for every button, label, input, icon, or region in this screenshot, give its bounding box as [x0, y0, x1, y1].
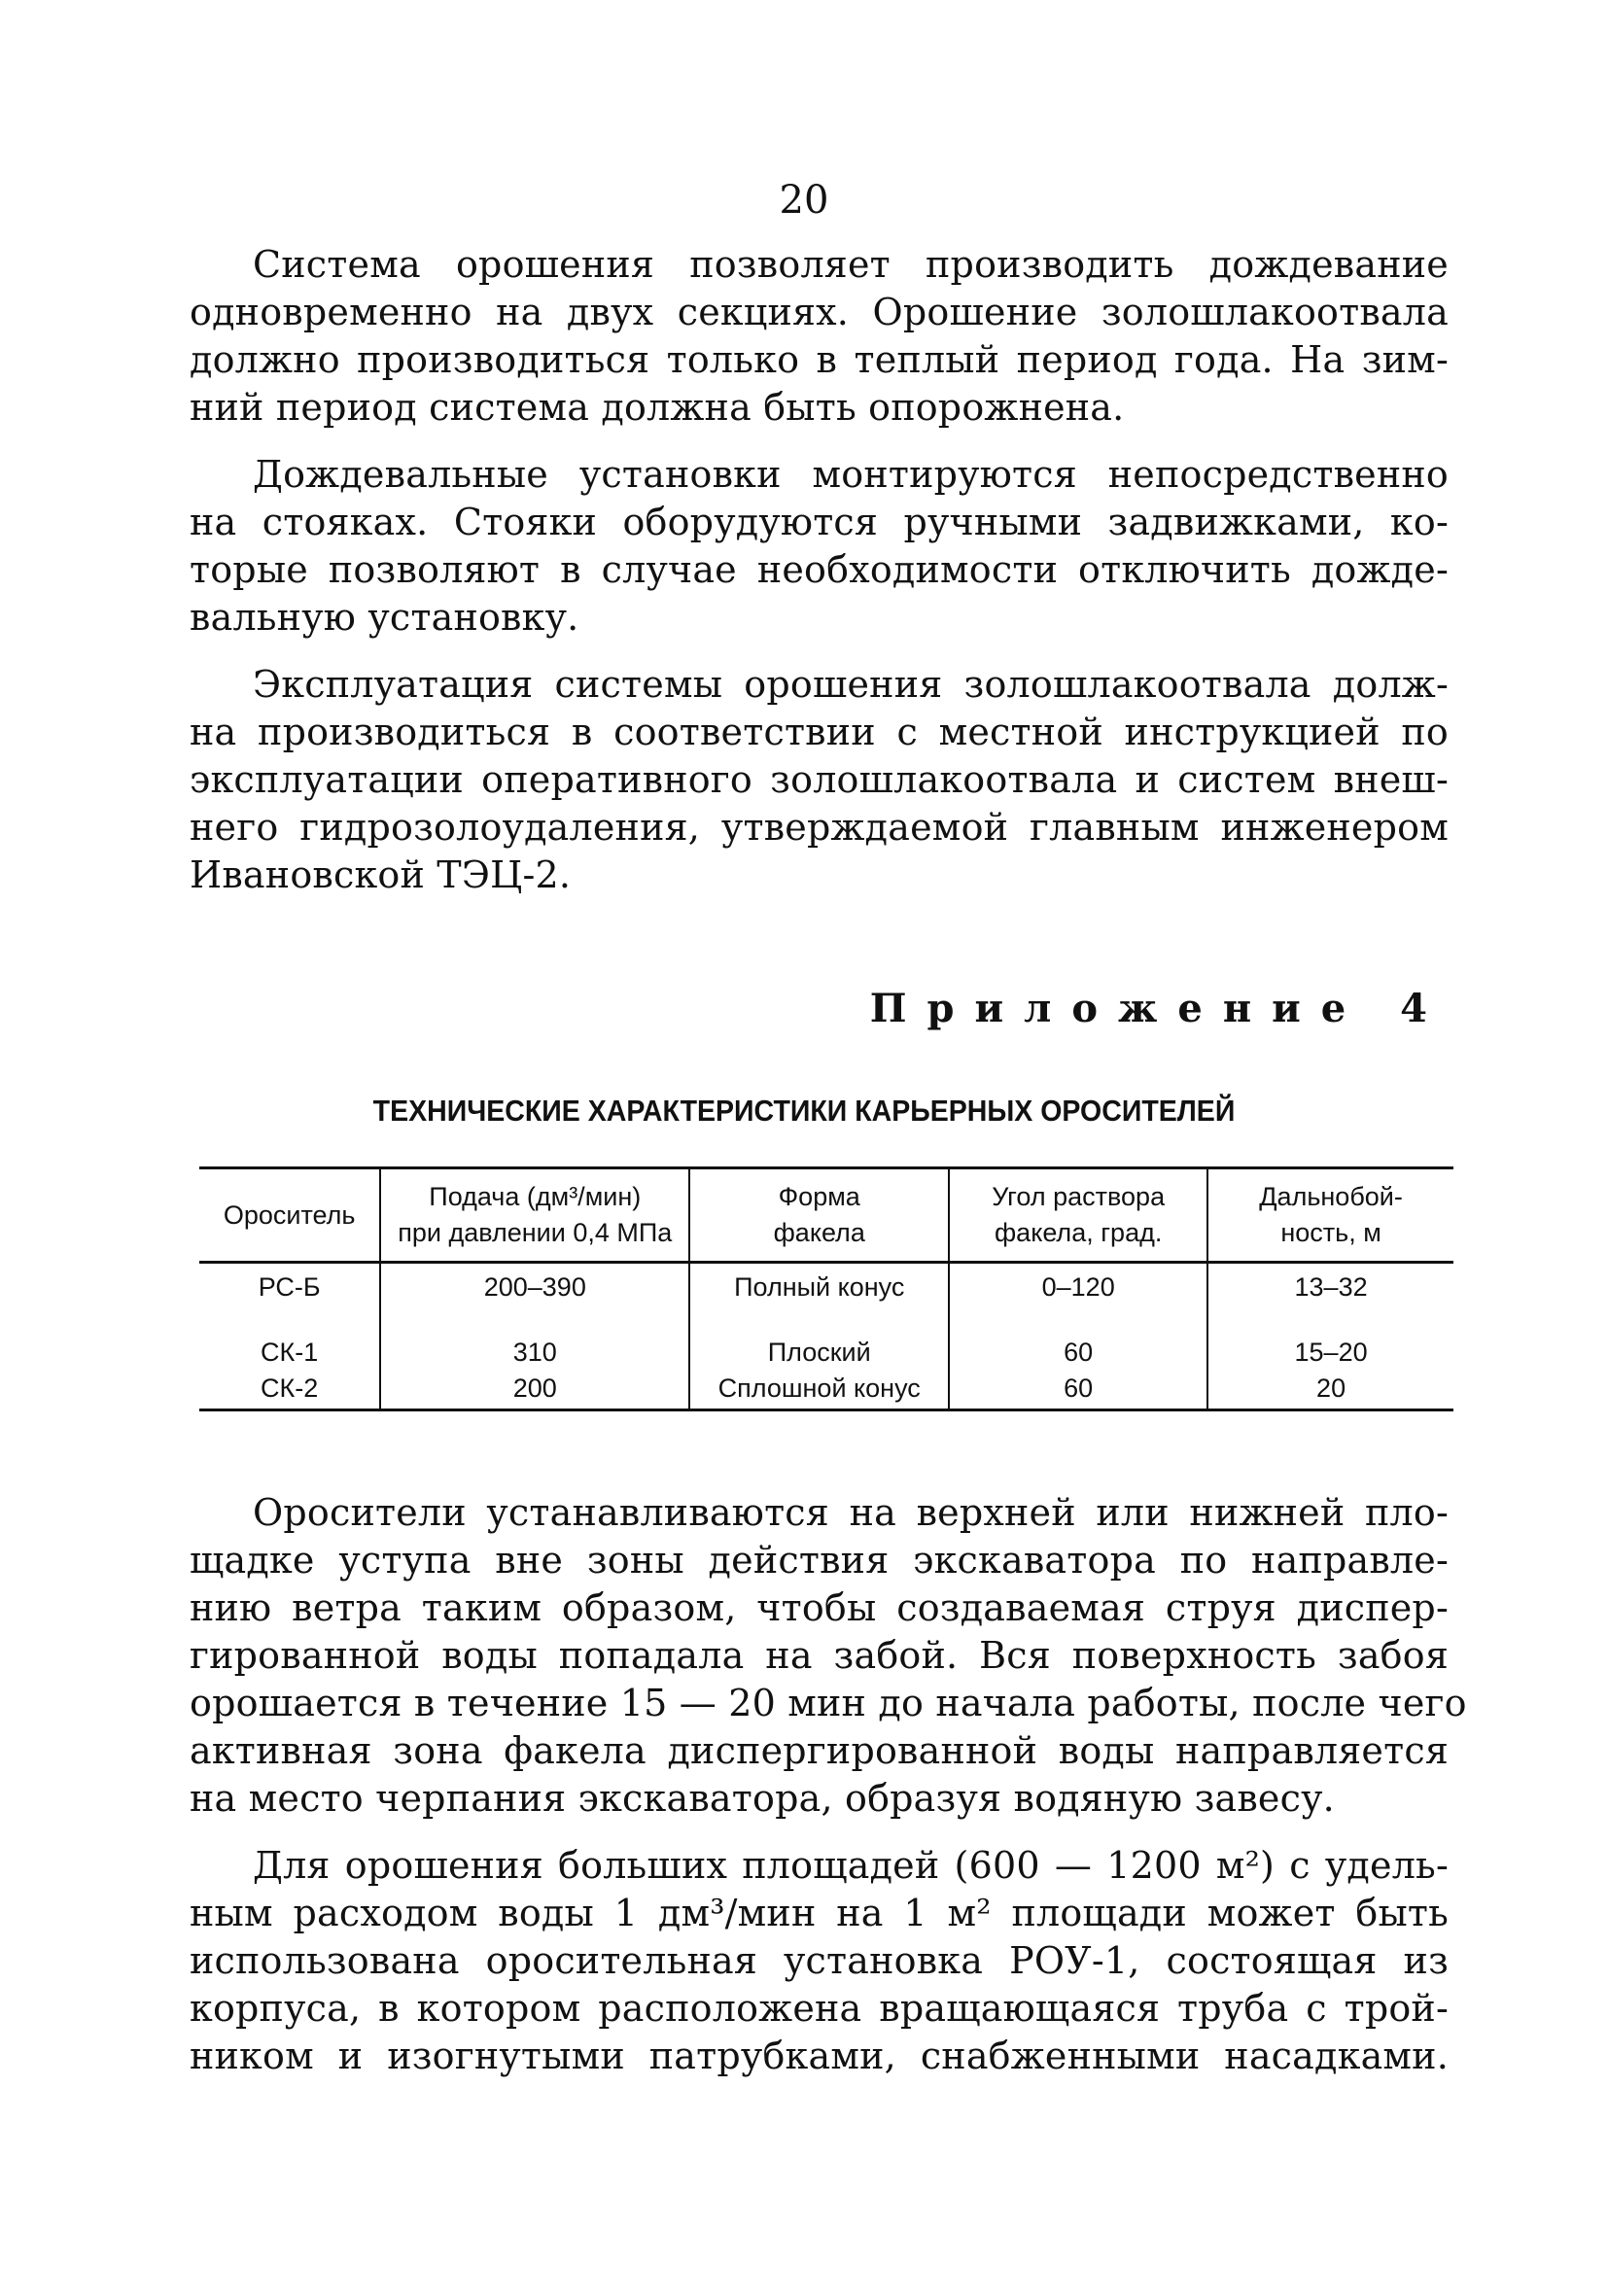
header-sprinkler: [199, 1168, 380, 1263]
table-spacer-row: [199, 1305, 1453, 1335]
text-line: на производиться в соответствии с местной инструкцией по: [190, 711, 1449, 753]
table-cell: 200: [380, 1371, 689, 1410]
header-text: Подача (дм³/мин): [429, 1182, 642, 1211]
paragraph: [190, 1489, 1467, 1823]
table-cell-empty: [689, 1305, 949, 1335]
text-line: Эксплуатация системы орошения золошлакоотвала долж-: [253, 663, 1449, 706]
text-line: ний период система должна быть опорожнена.: [190, 386, 1125, 429]
bottom-text-block: [190, 1489, 1467, 2100]
table-cell: 60: [949, 1371, 1207, 1410]
text-line: нию ветра таким образом, чтобы создаваемая струя диспер-: [190, 1586, 1449, 1629]
text-line: торые позволяют в случае необходимости отключить дожде-: [190, 548, 1449, 591]
text-line: щадке уступа вне зоны действия экскаватора по направле-: [190, 1539, 1449, 1582]
text-line: гированной воды попадала на забой. Вся поверхность забоя: [190, 1634, 1449, 1677]
table-cell: 20: [1207, 1371, 1453, 1410]
paragraph: [190, 661, 1449, 899]
text-line: одновременно на двух секциях. Орошение золошлакоотвала: [190, 291, 1449, 333]
appendix-label: Приложение 4: [869, 986, 1448, 1031]
text-line: должно производиться только в теплый период года. На зим-: [190, 338, 1449, 381]
header-text: Дальнобой-: [1259, 1182, 1403, 1211]
page-number: 20: [779, 178, 829, 223]
table-row: [199, 1263, 1453, 1306]
text-line: вальную установку.: [190, 596, 579, 639]
table-cell-empty: [1207, 1305, 1453, 1335]
table-cell: Сплошной конус: [689, 1371, 949, 1410]
text-line: ным расходом воды 1 дм³/мин на 1 м² площади может быть: [190, 1892, 1449, 1934]
header-range: [1207, 1168, 1453, 1263]
text-line: на место черпания экскаватора, образуя водяную завесу.: [190, 1777, 1335, 1820]
paragraph: [190, 1842, 1449, 2080]
table-cell: СК-2: [199, 1371, 380, 1410]
header-text: Форма: [778, 1182, 860, 1211]
table-cell: 13–32: [1207, 1263, 1453, 1306]
header-text: факела: [773, 1218, 865, 1247]
header-text: ность, м: [1280, 1218, 1381, 1247]
text-line: Для орошения больших площадей (600 — 1200 м²) с удель-: [253, 1844, 1449, 1887]
text-line: Система орошения позволяет производить дождевание: [253, 243, 1449, 286]
table-cell: 0–120: [949, 1263, 1207, 1306]
paragraph: [190, 241, 1449, 432]
text-line: использована оросительная установка РОУ-1, состоящая из: [190, 1939, 1449, 1982]
text-line: Оросители устанавливаются на верхней или нижней пло-: [253, 1491, 1449, 1534]
header-spray-angle: [949, 1168, 1207, 1263]
sprinkler-specs-table: [199, 1166, 1453, 1411]
text-line: Дождевальные установки монтируются непосредственно: [253, 453, 1449, 496]
text-line: на стояках. Стояки оборудуются ручными задвижками, ко-: [190, 501, 1449, 543]
table-cell: Полный конус: [689, 1263, 949, 1306]
header-flow: [380, 1168, 689, 1263]
header-text: факела, град.: [994, 1218, 1163, 1247]
table-cell: РС-Б: [258, 1272, 321, 1302]
table-cell: Плоский: [689, 1335, 949, 1371]
table-cell: 310: [380, 1335, 689, 1371]
table-cell: 15–20: [1207, 1335, 1453, 1371]
top-text-block: [190, 241, 1449, 919]
text-line: активная зона факела диспергированной воды направляется: [190, 1729, 1449, 1772]
header-text: Угол раствора: [992, 1182, 1166, 1211]
text-line: него гидрозолоудаления, утверждаемой главным инженером: [190, 806, 1449, 849]
header-spray-shape: [689, 1168, 949, 1263]
text-line: эксплуатации оперативного золошлакоотвала и систем внеш-: [190, 758, 1449, 801]
table-header-row: [199, 1168, 1453, 1263]
text-line: орошается в течение 15 — 20 мин до начала работы, после чего: [190, 1682, 1467, 1724]
table-cell-empty: [949, 1305, 1207, 1335]
paragraph: [190, 451, 1449, 642]
table-title: ТЕХНИЧЕСКИЕ ХАРАКТЕРИСТИКИ КАРЬЕРНЫХ ОРОСИТЕЛЕЙ: [372, 1094, 1236, 1128]
table-cell: 200–390: [380, 1263, 689, 1306]
table-row: [199, 1335, 1453, 1371]
table-cell-empty: [199, 1305, 380, 1335]
header-text: при давлении 0,4 МПа: [398, 1218, 673, 1247]
table-cell-empty: [380, 1305, 689, 1335]
text-line: корпуса, в котором расположена вращающаяся труба с трой-: [190, 1987, 1449, 2030]
text-line: Ивановской ТЭЦ-2.: [190, 853, 572, 896]
table-cell: 60: [949, 1335, 1207, 1371]
table-cell: СК-1: [261, 1338, 319, 1367]
header-text: Ороситель: [223, 1200, 356, 1230]
text-line: ником и изогнутыми патрубками, снабженными насадками.: [190, 2035, 1449, 2077]
table-row: [199, 1371, 1453, 1410]
